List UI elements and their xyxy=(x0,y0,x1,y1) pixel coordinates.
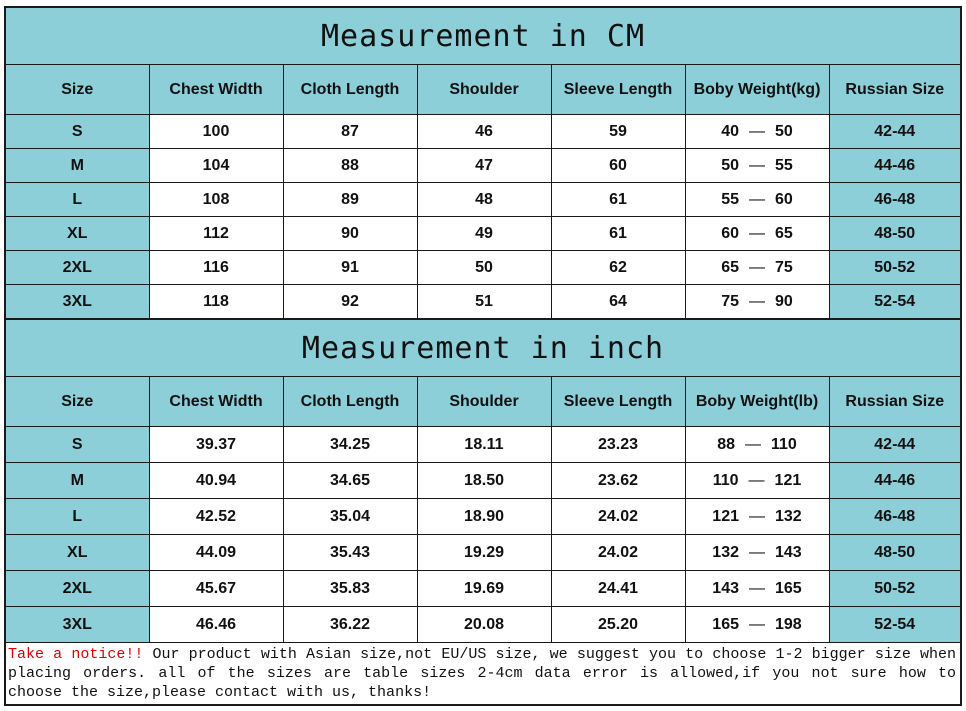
shoulder-cell: 20.08 xyxy=(417,607,551,643)
body-weight-cell xyxy=(685,183,829,217)
notice-lead: Take a notice!! xyxy=(8,646,144,663)
column-header: Shoulder xyxy=(417,377,551,427)
range-dash: — xyxy=(749,543,765,561)
table-row xyxy=(6,427,960,463)
range-dash: — xyxy=(749,122,765,140)
weight-from: 88 xyxy=(717,435,735,453)
russian-size-cell: 52-54 xyxy=(829,285,960,319)
russian-size-cell: 50-52 xyxy=(829,571,960,607)
sleeve-length-cell: 62 xyxy=(551,251,685,285)
chest-width-cell: 46.46 xyxy=(149,607,283,643)
table-row xyxy=(6,535,960,571)
table-row xyxy=(6,285,960,319)
weight-from: 40 xyxy=(721,122,739,140)
shoulder-cell: 47 xyxy=(417,149,551,183)
cloth-length-cell: 92 xyxy=(283,285,417,319)
weight-to: 90 xyxy=(775,292,793,310)
cm-section-title: Measurement in CM xyxy=(6,8,960,65)
table-row xyxy=(6,217,960,251)
size-label: S xyxy=(6,115,149,149)
inch-section-title: Measurement in inch xyxy=(6,319,960,377)
russian-size-cell: 42-44 xyxy=(829,115,960,149)
size-label: XL xyxy=(6,217,149,251)
column-header: Russian Size xyxy=(829,65,960,115)
weight-to: 165 xyxy=(775,579,802,597)
cloth-length-cell: 36.22 xyxy=(283,607,417,643)
russian-size-cell: 44-46 xyxy=(829,463,960,499)
range-dash: — xyxy=(748,471,765,489)
sizing-notice xyxy=(6,643,960,702)
column-header: Size xyxy=(6,377,149,427)
table-row xyxy=(6,463,960,499)
sleeve-length-cell: 61 xyxy=(551,183,685,217)
table-row xyxy=(6,571,960,607)
weight-to: 65 xyxy=(775,224,793,242)
russian-size-cell: 48-50 xyxy=(829,535,960,571)
chest-width-cell: 44.09 xyxy=(149,535,283,571)
sleeve-length-cell: 64 xyxy=(551,285,685,319)
shoulder-cell: 18.11 xyxy=(417,427,551,463)
weight-to: 143 xyxy=(775,543,802,561)
column-header: Chest Width xyxy=(149,377,283,427)
range-dash: — xyxy=(749,156,765,174)
body-weight-cell xyxy=(685,463,829,499)
cm-size-table xyxy=(6,65,960,319)
russian-size-cell: 48-50 xyxy=(829,217,960,251)
body-weight-cell xyxy=(685,217,829,251)
table-row xyxy=(6,251,960,285)
weight-to: 110 xyxy=(770,435,797,453)
weight-to: 50 xyxy=(775,122,793,140)
body-weight-cell xyxy=(685,285,829,319)
cloth-length-cell: 35.43 xyxy=(283,535,417,571)
size-label: S xyxy=(6,427,149,463)
weight-from: 121 xyxy=(712,507,739,525)
chest-width-cell: 45.67 xyxy=(149,571,283,607)
russian-size-cell: 46-48 xyxy=(829,499,960,535)
chest-width-cell: 112 xyxy=(149,217,283,251)
size-label: 2XL xyxy=(6,251,149,285)
column-header: Boby Weight(lb) xyxy=(685,377,829,427)
size-label: M xyxy=(6,149,149,183)
cloth-length-cell: 91 xyxy=(283,251,417,285)
chest-width-cell: 116 xyxy=(149,251,283,285)
weight-to: 60 xyxy=(775,190,793,208)
cloth-length-cell: 90 xyxy=(283,217,417,251)
column-header: Chest Width xyxy=(149,65,283,115)
sleeve-length-cell: 25.20 xyxy=(551,607,685,643)
table-row xyxy=(6,499,960,535)
weight-from: 165 xyxy=(712,615,739,633)
size-label: 2XL xyxy=(6,571,149,607)
weight-from: 75 xyxy=(721,292,739,310)
chest-width-cell: 118 xyxy=(149,285,283,319)
weight-to: 75 xyxy=(775,258,793,276)
column-header: Sleeve Length xyxy=(551,377,685,427)
sleeve-length-cell: 59 xyxy=(551,115,685,149)
column-header: Shoulder xyxy=(417,65,551,115)
sleeve-length-cell: 24.02 xyxy=(551,499,685,535)
range-dash: — xyxy=(749,292,765,310)
chest-width-cell: 42.52 xyxy=(149,499,283,535)
column-header: Boby Weight(kg) xyxy=(685,65,829,115)
sleeve-length-cell: 24.41 xyxy=(551,571,685,607)
cloth-length-cell: 35.04 xyxy=(283,499,417,535)
body-weight-cell xyxy=(685,251,829,285)
column-header: Sleeve Length xyxy=(551,65,685,115)
column-header: Cloth Length xyxy=(283,377,417,427)
size-label: M xyxy=(6,463,149,499)
cloth-length-cell: 87 xyxy=(283,115,417,149)
chest-width-cell: 100 xyxy=(149,115,283,149)
size-label: 3XL xyxy=(6,607,149,643)
sleeve-length-cell: 23.62 xyxy=(551,463,685,499)
table-row xyxy=(6,607,960,643)
sleeve-length-cell: 23.23 xyxy=(551,427,685,463)
body-weight-cell xyxy=(685,499,829,535)
range-dash: — xyxy=(749,224,765,242)
shoulder-cell: 18.50 xyxy=(417,463,551,499)
weight-to: 121 xyxy=(774,471,802,489)
range-dash: — xyxy=(749,507,765,525)
russian-size-cell: 44-46 xyxy=(829,149,960,183)
weight-from: 143 xyxy=(712,579,739,597)
weight-from: 65 xyxy=(721,258,739,276)
sleeve-length-cell: 61 xyxy=(551,217,685,251)
weight-from: 60 xyxy=(721,224,739,242)
range-dash: — xyxy=(749,258,765,276)
sleeve-length-cell: 60 xyxy=(551,149,685,183)
chest-width-cell: 108 xyxy=(149,183,283,217)
size-label: XL xyxy=(6,535,149,571)
russian-size-cell: 52-54 xyxy=(829,607,960,643)
table-row xyxy=(6,183,960,217)
shoulder-cell: 19.69 xyxy=(417,571,551,607)
table-row xyxy=(6,115,960,149)
cloth-length-cell: 88 xyxy=(283,149,417,183)
column-header: Size xyxy=(6,65,149,115)
range-dash: — xyxy=(749,190,765,208)
weight-to: 55 xyxy=(775,156,793,174)
shoulder-cell: 18.90 xyxy=(417,499,551,535)
body-weight-cell xyxy=(685,571,829,607)
weight-to: 198 xyxy=(775,615,802,633)
body-weight-cell xyxy=(685,427,829,463)
weight-from: 50 xyxy=(721,156,739,174)
shoulder-cell: 51 xyxy=(417,285,551,319)
weight-from: 110 xyxy=(712,471,739,489)
inch-size-table xyxy=(6,377,960,643)
range-dash: — xyxy=(749,579,765,597)
column-header: Cloth Length xyxy=(283,65,417,115)
cloth-length-cell: 34.65 xyxy=(283,463,417,499)
range-dash: — xyxy=(749,615,765,633)
body-weight-cell xyxy=(685,607,829,643)
range-dash: — xyxy=(744,435,761,453)
table-row xyxy=(6,149,960,183)
shoulder-cell: 46 xyxy=(417,115,551,149)
russian-size-cell: 46-48 xyxy=(829,183,960,217)
column-header: Russian Size xyxy=(829,377,960,427)
body-weight-cell xyxy=(685,535,829,571)
shoulder-cell: 49 xyxy=(417,217,551,251)
cloth-length-cell: 35.83 xyxy=(283,571,417,607)
cloth-length-cell: 34.25 xyxy=(283,427,417,463)
size-label: L xyxy=(6,183,149,217)
shoulder-cell: 19.29 xyxy=(417,535,551,571)
chest-width-cell: 39.37 xyxy=(149,427,283,463)
russian-size-cell: 42-44 xyxy=(829,427,960,463)
russian-size-cell: 50-52 xyxy=(829,251,960,285)
chest-width-cell: 40.94 xyxy=(149,463,283,499)
size-label: L xyxy=(6,499,149,535)
weight-to: 132 xyxy=(775,507,802,525)
chest-width-cell: 104 xyxy=(149,149,283,183)
body-weight-cell xyxy=(685,115,829,149)
cloth-length-cell: 89 xyxy=(283,183,417,217)
inch-header-row xyxy=(6,377,960,427)
notice-body: Our product with Asian size,not EU/US size, we suggest you to choose 1-2 bigger size when placing orders. all of the sizes are table sizes 2-4cm data error is allowed,if you not sure how to choose the size,please contact with us, thanks! xyxy=(8,646,956,701)
weight-from: 55 xyxy=(721,190,739,208)
sleeve-length-cell: 24.02 xyxy=(551,535,685,571)
body-weight-cell xyxy=(685,149,829,183)
weight-from: 132 xyxy=(712,543,739,561)
shoulder-cell: 50 xyxy=(417,251,551,285)
size-chart xyxy=(4,6,962,706)
shoulder-cell: 48 xyxy=(417,183,551,217)
size-label: 3XL xyxy=(6,285,149,319)
cm-header-row xyxy=(6,65,960,115)
